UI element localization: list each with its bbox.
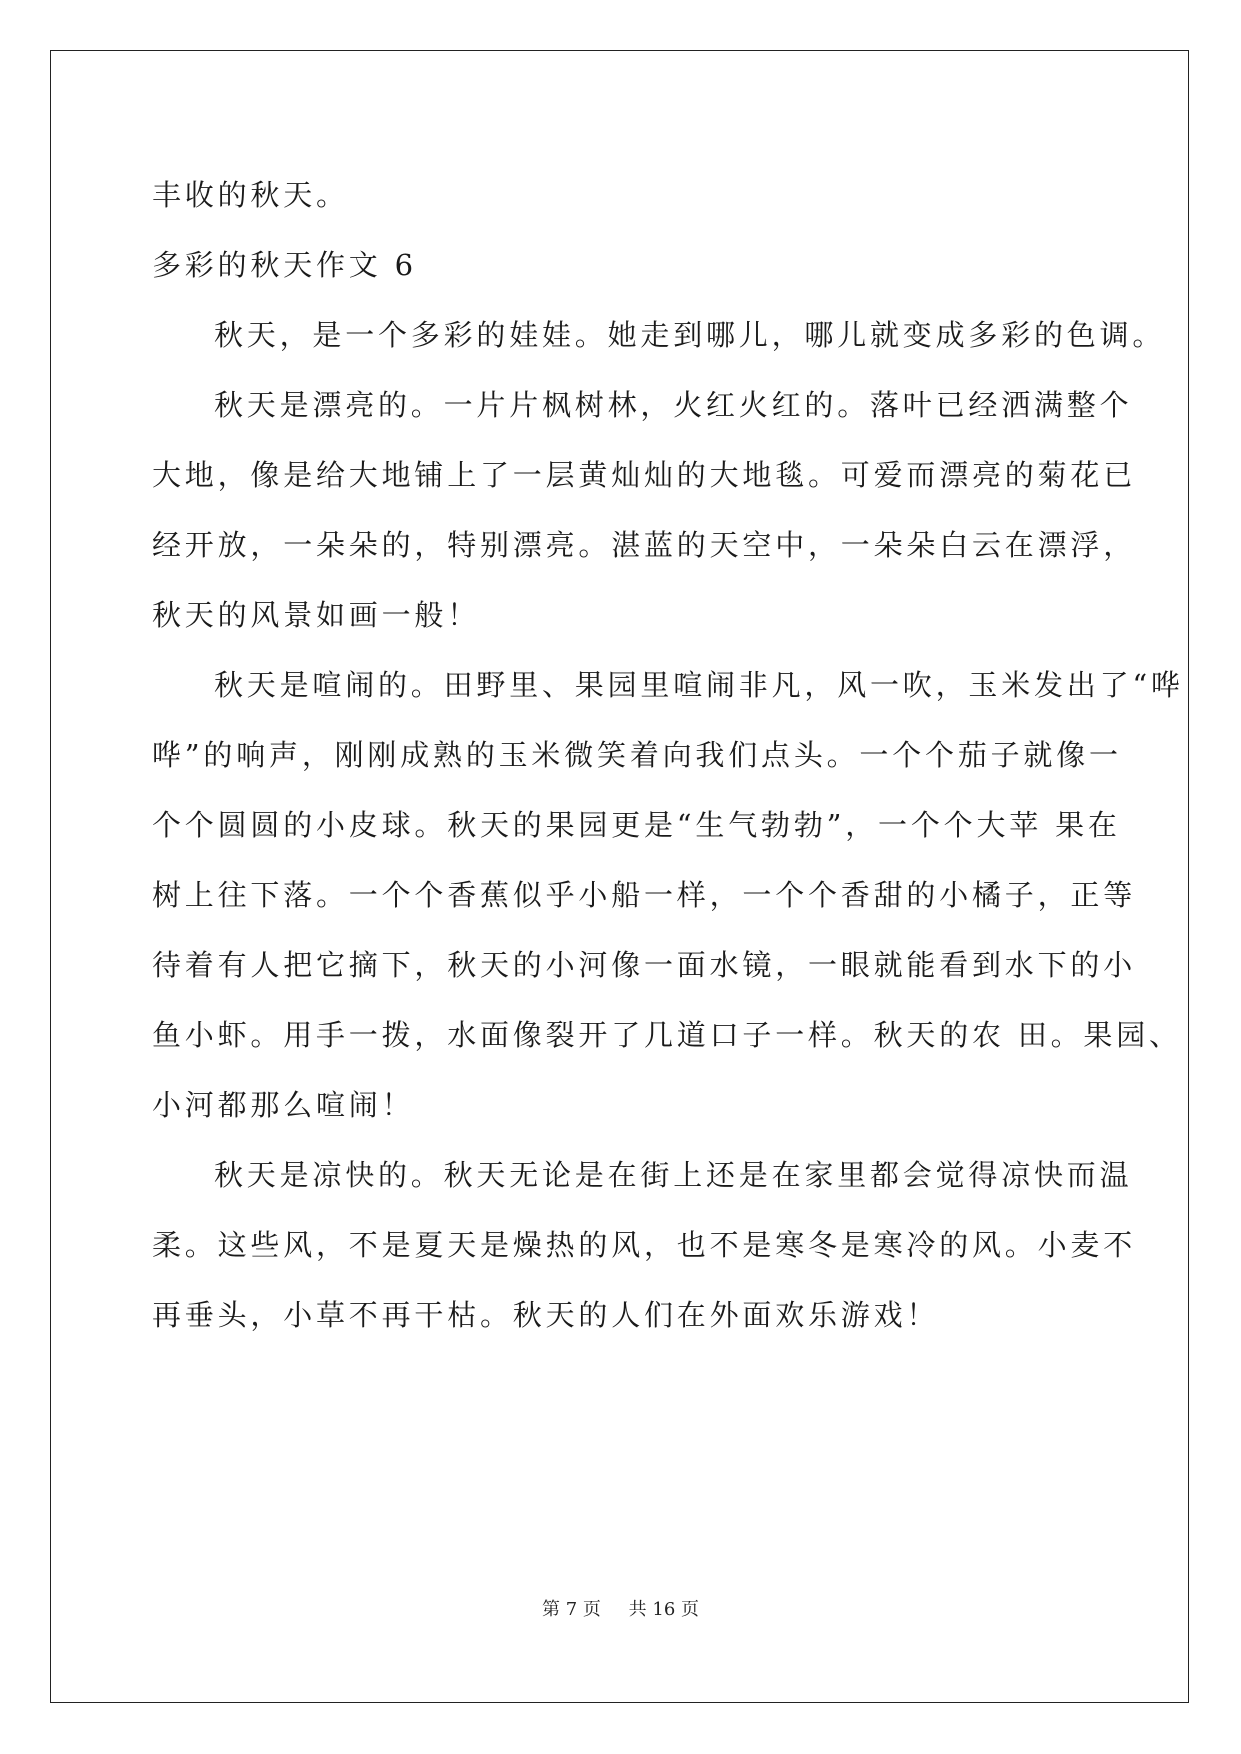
- text-line: 秋天是凉快的。秋天无论是在街上还是在家里都会觉得凉快而温: [214, 1158, 1133, 1192]
- text-line: 柔。这些风，不是夏天是燥热的风，也不是寒冬是寒冷的风。小麦不: [152, 1228, 1137, 1262]
- essay-title: [152, 230, 1092, 300]
- text-line: 小河都那么喧闹！: [152, 1088, 415, 1122]
- page-total: 共 16 页: [628, 1599, 699, 1620]
- paragraph-beautiful: [152, 370, 1137, 650]
- text-line: 丰收的秋天。: [152, 178, 349, 212]
- page-footer: [0, 1595, 1241, 1621]
- paragraph-lively: [152, 650, 1184, 1140]
- text-line: 哗”的响声，刚刚成熟的玉米微笑着向我们点头。一个个茄子就像一: [152, 738, 1122, 772]
- paragraph-cool: [152, 1140, 1137, 1350]
- text-line: 大地，像是给大地铺上了一层黄灿灿的大地毯。可爱而漂亮的菊花已: [152, 458, 1137, 492]
- text-line: 秋天是喧闹的。田野里、果园里喧闹非凡，风一吹，玉米发出了“哗: [214, 668, 1184, 702]
- text-line: 待着有人把它摘下，秋天的小河像一面水镜，一眼就能看到水下的小: [152, 948, 1137, 982]
- text-line: 秋天是漂亮的。一片片枫树林，火红火红的。落叶已经洒满整个: [214, 388, 1133, 422]
- text-line: 个个圆圆的小皮球。秋天的果园更是“生气勃勃”，一个个大苹 果在: [152, 808, 1121, 842]
- document-body: [152, 160, 1184, 1350]
- text-line: 树上往下落。一个个香蕉似乎小船一样，一个个香甜的小橘子，正等: [152, 878, 1137, 912]
- text-line: 多彩的秋天作文 6: [152, 248, 417, 282]
- text-line: 秋天的风景如画一般！: [152, 598, 481, 632]
- paragraph-intro: [152, 300, 1166, 370]
- text-line: 秋天，是一个多彩的娃娃。她走到哪儿，哪儿就变成多彩的色调。: [214, 318, 1166, 352]
- page-number: 第 7 页: [542, 1599, 601, 1620]
- text-line: 经开放，一朵朵的，特别漂亮。湛蓝的天空中，一朵朵白云在漂浮，: [152, 528, 1137, 562]
- text-line: 再垂头，小草不再干枯。秋天的人们在外面欢乐游戏！: [152, 1298, 940, 1332]
- paragraph-ending: [152, 160, 1092, 230]
- text-line: 鱼小虾。用手一拨，水面像裂开了几道口子一样。秋天的农 田。果园、: [152, 1018, 1182, 1052]
